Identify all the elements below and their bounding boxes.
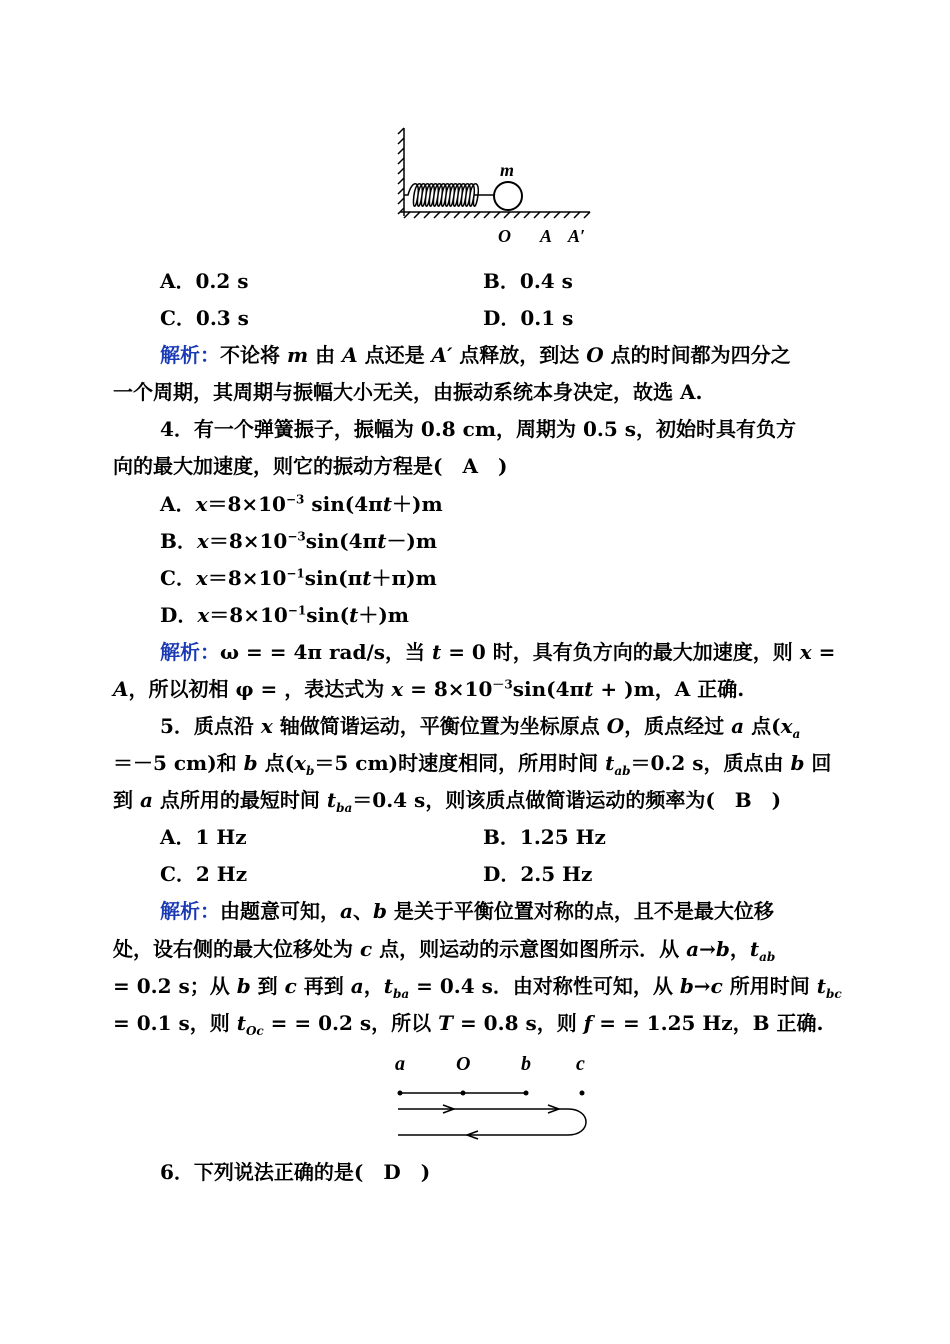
q5-solution-line2: 处，设右侧的最大位移处为 c 点，则运动的示意图如图所示．从 a→b，$t_{ab}$ — [113, 937, 776, 964]
q5-stem-line2: ＝－5 cm)和 b 点($x_b=5$ cm)时速度相同，所用时间 $t_{ab}=0.2$ s，质点由 b 回 — [113, 751, 832, 778]
q3-solution-line1: 解析：不论将 m 由 A 点还是 A′ 点释放，到达 O 点的时间都为四分之 — [160, 343, 791, 367]
q4-solution-line1: 解析：ω = = 4π rad/s，当 t = 0 时，具有负方向的最大加速度，则 x = — [160, 640, 836, 664]
point-c — [580, 1091, 585, 1096]
q5-option-b: B．1.25 Hz — [483, 825, 606, 849]
q5-option-d: D．2.5 Hz — [483, 862, 593, 886]
q5-option-a: A．1 Hz — [160, 825, 247, 849]
q3-option-c: C．0.3 s — [160, 306, 249, 330]
point-O — [461, 1091, 466, 1096]
solution-label: 解析： — [160, 343, 220, 367]
point-b — [524, 1091, 529, 1096]
q4-option-c: C．$x=8\times 10^{-1}\sin(\pi t+\pi)m$ — [160, 566, 437, 590]
spring-oscillator-figure — [390, 120, 610, 250]
q5-solution-line1: 解析：由题意可知，a、b 是关于平衡位置对称的点，且不是最大位移 — [160, 899, 774, 923]
q4-solution-line2: A，所以初相 φ = ，表达式为 $x = 8\times 10^{-3}\sin(4\pi t + )m$，A 正确. — [113, 677, 745, 701]
label-A: A — [540, 226, 553, 246]
q4-stem-line1: 4．有一个弹簧振子，振幅为 0.8 cm，周期为 0.5 s，初始时具有负方 — [160, 417, 796, 441]
q3-option-b: B．0.4 s — [483, 269, 573, 293]
q4-stem-line2: 向的最大加速度，则它的振动方程是( A ) — [113, 454, 508, 478]
mass-ball — [494, 182, 522, 210]
solution-label: 解析： — [160, 640, 220, 664]
q5-stem-line1: 5．质点沿 x 轴做简谐运动，平衡位置为坐标原点 O，质点经过 a 点($x_a$ — [160, 714, 801, 741]
q6-stem: 6．下列说法正确的是( D ) — [160, 1160, 431, 1184]
point-a — [398, 1091, 403, 1096]
label-A-prime: A′ — [568, 226, 586, 246]
label-a: a — [395, 1053, 405, 1075]
label-O: O — [498, 226, 511, 246]
motion-diagram-figure — [388, 1046, 598, 1142]
label-m: m — [500, 160, 515, 180]
q3-solution-line2: 一个周期，其周期与振幅大小无关，由振动系统本身决定，故选 A. — [113, 380, 703, 404]
q5-option-c: C．2 Hz — [160, 862, 248, 886]
q4-option-d: D．$x=8\times 10^{-1}\sin(t+)m$ — [160, 603, 409, 627]
label-O: O — [456, 1053, 471, 1075]
q3-option-d: D．0.1 s — [483, 306, 574, 330]
q3-option-a: A．0.2 s — [160, 269, 249, 293]
q5-solution-line4: = 0.1 s，则 $t_{Oc}$ = = 0.2 s，所以 T = 0.8 s，则 f = = 1.25 Hz，B 正确. — [113, 1011, 824, 1038]
q4-option-a: A．$x=8\times 10^{-3}$ sin(4πt＋)m — [160, 492, 443, 516]
q5-solution-line3: = 0.2 s；从 b 到 c 再到 a，$t_{ba} = 0.4$ s．由对称性可知，从 b→c 所用时间 $t_{bc}$ — [113, 974, 842, 1001]
q5-stem-line3: 到 a 点所用的最短时间 $t_{ba}=0.4$ s，则该质点做简谐运动的频率为( B ) — [113, 788, 782, 815]
label-c: c — [576, 1053, 585, 1075]
q4-option-b: B．$x=8\times 10^{-3}\sin(4\pi t-)m$ — [160, 529, 438, 553]
solution-label: 解析： — [160, 899, 220, 923]
spring — [404, 184, 494, 207]
label-b: b — [521, 1053, 531, 1075]
